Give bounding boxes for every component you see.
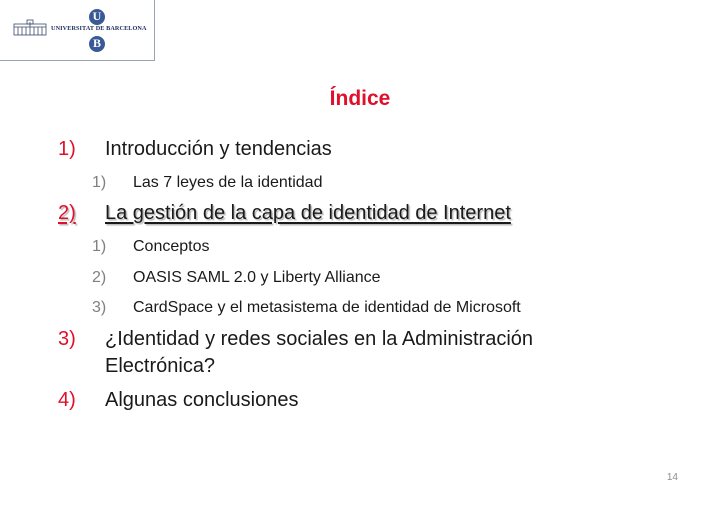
outline-number: 1) xyxy=(92,174,107,191)
outline-text: Las 7 leyes de la identidad xyxy=(133,174,323,191)
outline-number: 2) xyxy=(92,269,107,286)
outline-text: Algunas conclusiones xyxy=(105,389,299,411)
outline-number: 4) xyxy=(58,389,76,411)
outline-text: Conceptos xyxy=(133,238,210,255)
outline-number: 3) xyxy=(58,328,76,350)
logo-letter-b: B xyxy=(92,36,101,50)
outline-number: 2) xyxy=(58,202,76,224)
outline-text: Introducción y tendencias xyxy=(105,138,332,160)
page-number: 14 xyxy=(666,472,678,483)
outline-text: CardSpace y el metasistema de identidad de Microsoft xyxy=(133,299,521,316)
outline-text: OASIS SAML 2.0 y Liberty Alliance xyxy=(133,269,381,286)
outline-number: 1) xyxy=(58,138,76,160)
outline-text: Electrónica? xyxy=(105,355,216,377)
university-name: UNIVERSITAT DE BARCELONA xyxy=(51,25,147,32)
outline-text: ¿Identidad y redes sociales en la Administración xyxy=(105,328,534,350)
outline-number: 1) xyxy=(92,238,107,255)
outline-number: 3) xyxy=(92,299,107,316)
outline-text: La gestión de la capa de identidad de Internet xyxy=(105,202,511,224)
slide-title: Índice xyxy=(329,87,391,110)
logo-letter-u: U xyxy=(92,9,102,23)
university-logo xyxy=(0,0,155,61)
